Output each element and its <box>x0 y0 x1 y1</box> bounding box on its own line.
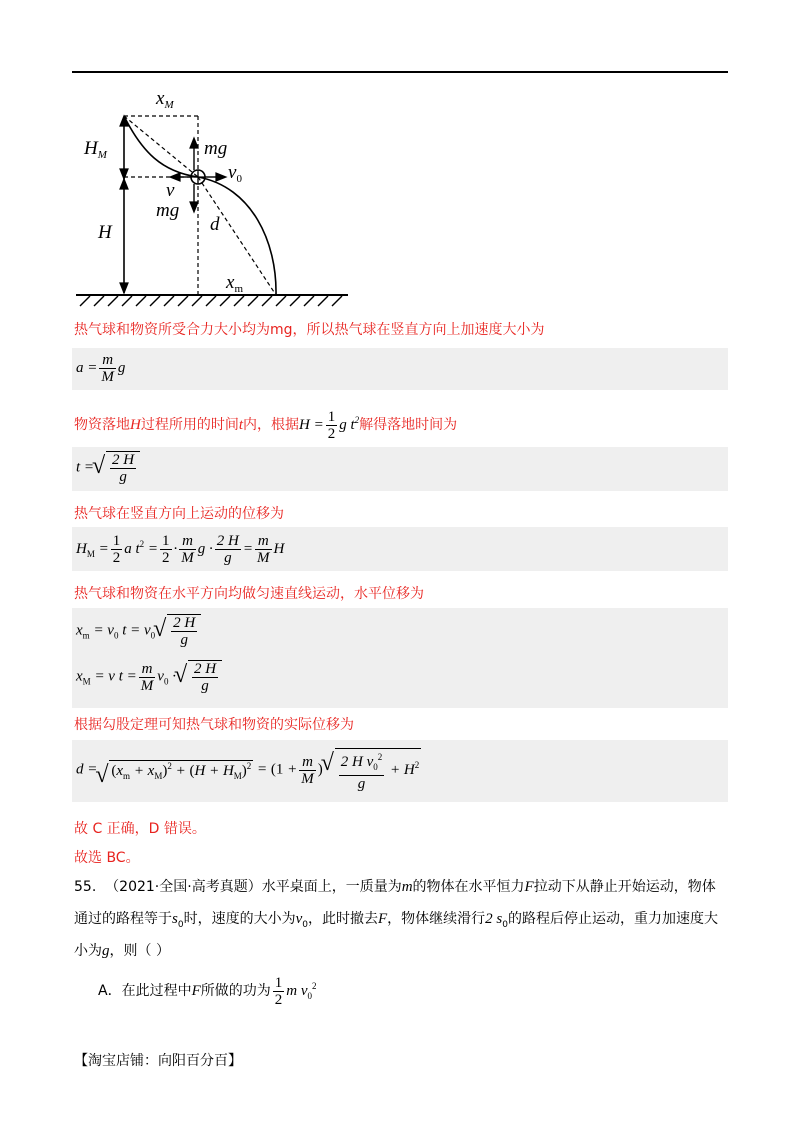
solution-line-1: 热气球和物资所受合力大小均为mg，所以热气球在竖直方向上加速度大小为 <box>74 322 545 338</box>
solution-line-3: 热气球在竖直方向上运动的位移为 <box>74 506 284 522</box>
eq-fall-time: t = √ $\frac{2 H}{g}$ <box>72 447 728 491</box>
eq-vertical-displacement: $H_M$ = $\frac{1}{2}$ a $t^2$ = $\frac{1}{2}$ · $\frac{m}{M}$ g · $\frac{2 H}{g}$ = $\frac{m}{M}$ H <box>72 527 728 571</box>
motion-diagram <box>72 82 372 312</box>
label-v0: $v_0$ <box>228 162 242 185</box>
solution-line-5: 根据勾股定理可知热气球和物资的实际位移为 <box>74 717 354 733</box>
dashed-guides <box>124 116 276 295</box>
label-v: v <box>166 180 175 201</box>
label-xM: $x_M$ <box>156 88 174 111</box>
eq-actual-displacement: d =√ $(x_m + x_M)^2 + (H + H_M)^2 = (1$ + $\frac{m}{M}$ ) √ $\frac{2 H v_0^2}{g}$ + $H^2$ <box>72 740 728 802</box>
solution-line-6: 故 C 正确，D 错误。 <box>74 821 206 837</box>
question-55-line-2: 通过的路程等于$s_0$时，速度的大小为$v_0$，此时撤去F，物体继续滑行2 $s_0$的路程后停止运动，重力加速度大 <box>74 911 718 930</box>
eq-horizontal-displacement: $x_m = v_0$ $t = v_0$ √ $\frac{2 H}{g}$ $x_M = v$ t = $\frac{m}{M}$ $v_0$ · √ $\frac{2 H}{g}$ <box>72 608 728 708</box>
label-HM: $H_M$ <box>84 138 107 161</box>
label-H: H <box>98 222 112 243</box>
solution-line-4: 热气球和物资在水平方向均做匀速直线运动，水平位移为 <box>74 586 424 602</box>
solution-line-7: 故选 BC。 <box>74 850 140 866</box>
question-55-line-1: 55. （2021·全国·高考真题）水平桌面上，一质量为m的物体在水平恒力F拉动下从静止开始运动，物体 <box>74 879 716 895</box>
option-a: A．在此过程中F所做的功为 $\frac{1}{2}$ m $v_0^2$ <box>98 975 317 1008</box>
ground-hatch <box>80 296 342 306</box>
label-mg-up: mg <box>204 138 228 159</box>
label-xm: $x_m$ <box>226 272 243 295</box>
eq-acceleration: a = $\frac{m}{M}$ g <box>72 348 728 390</box>
header-rule <box>72 71 728 73</box>
label-mg-down: mg <box>156 200 180 221</box>
label-d: d <box>210 214 220 235</box>
footer-shop: 【淘宝店铺：向阳百分百】 <box>74 1053 242 1069</box>
solution-line-2: 物资落地H过程所用的时间t内，根据H = $\frac{1}{2}$ g $t^2$解得落地时间为 <box>74 409 458 442</box>
question-55-line-3: 小为g，则（ ） <box>74 943 170 959</box>
